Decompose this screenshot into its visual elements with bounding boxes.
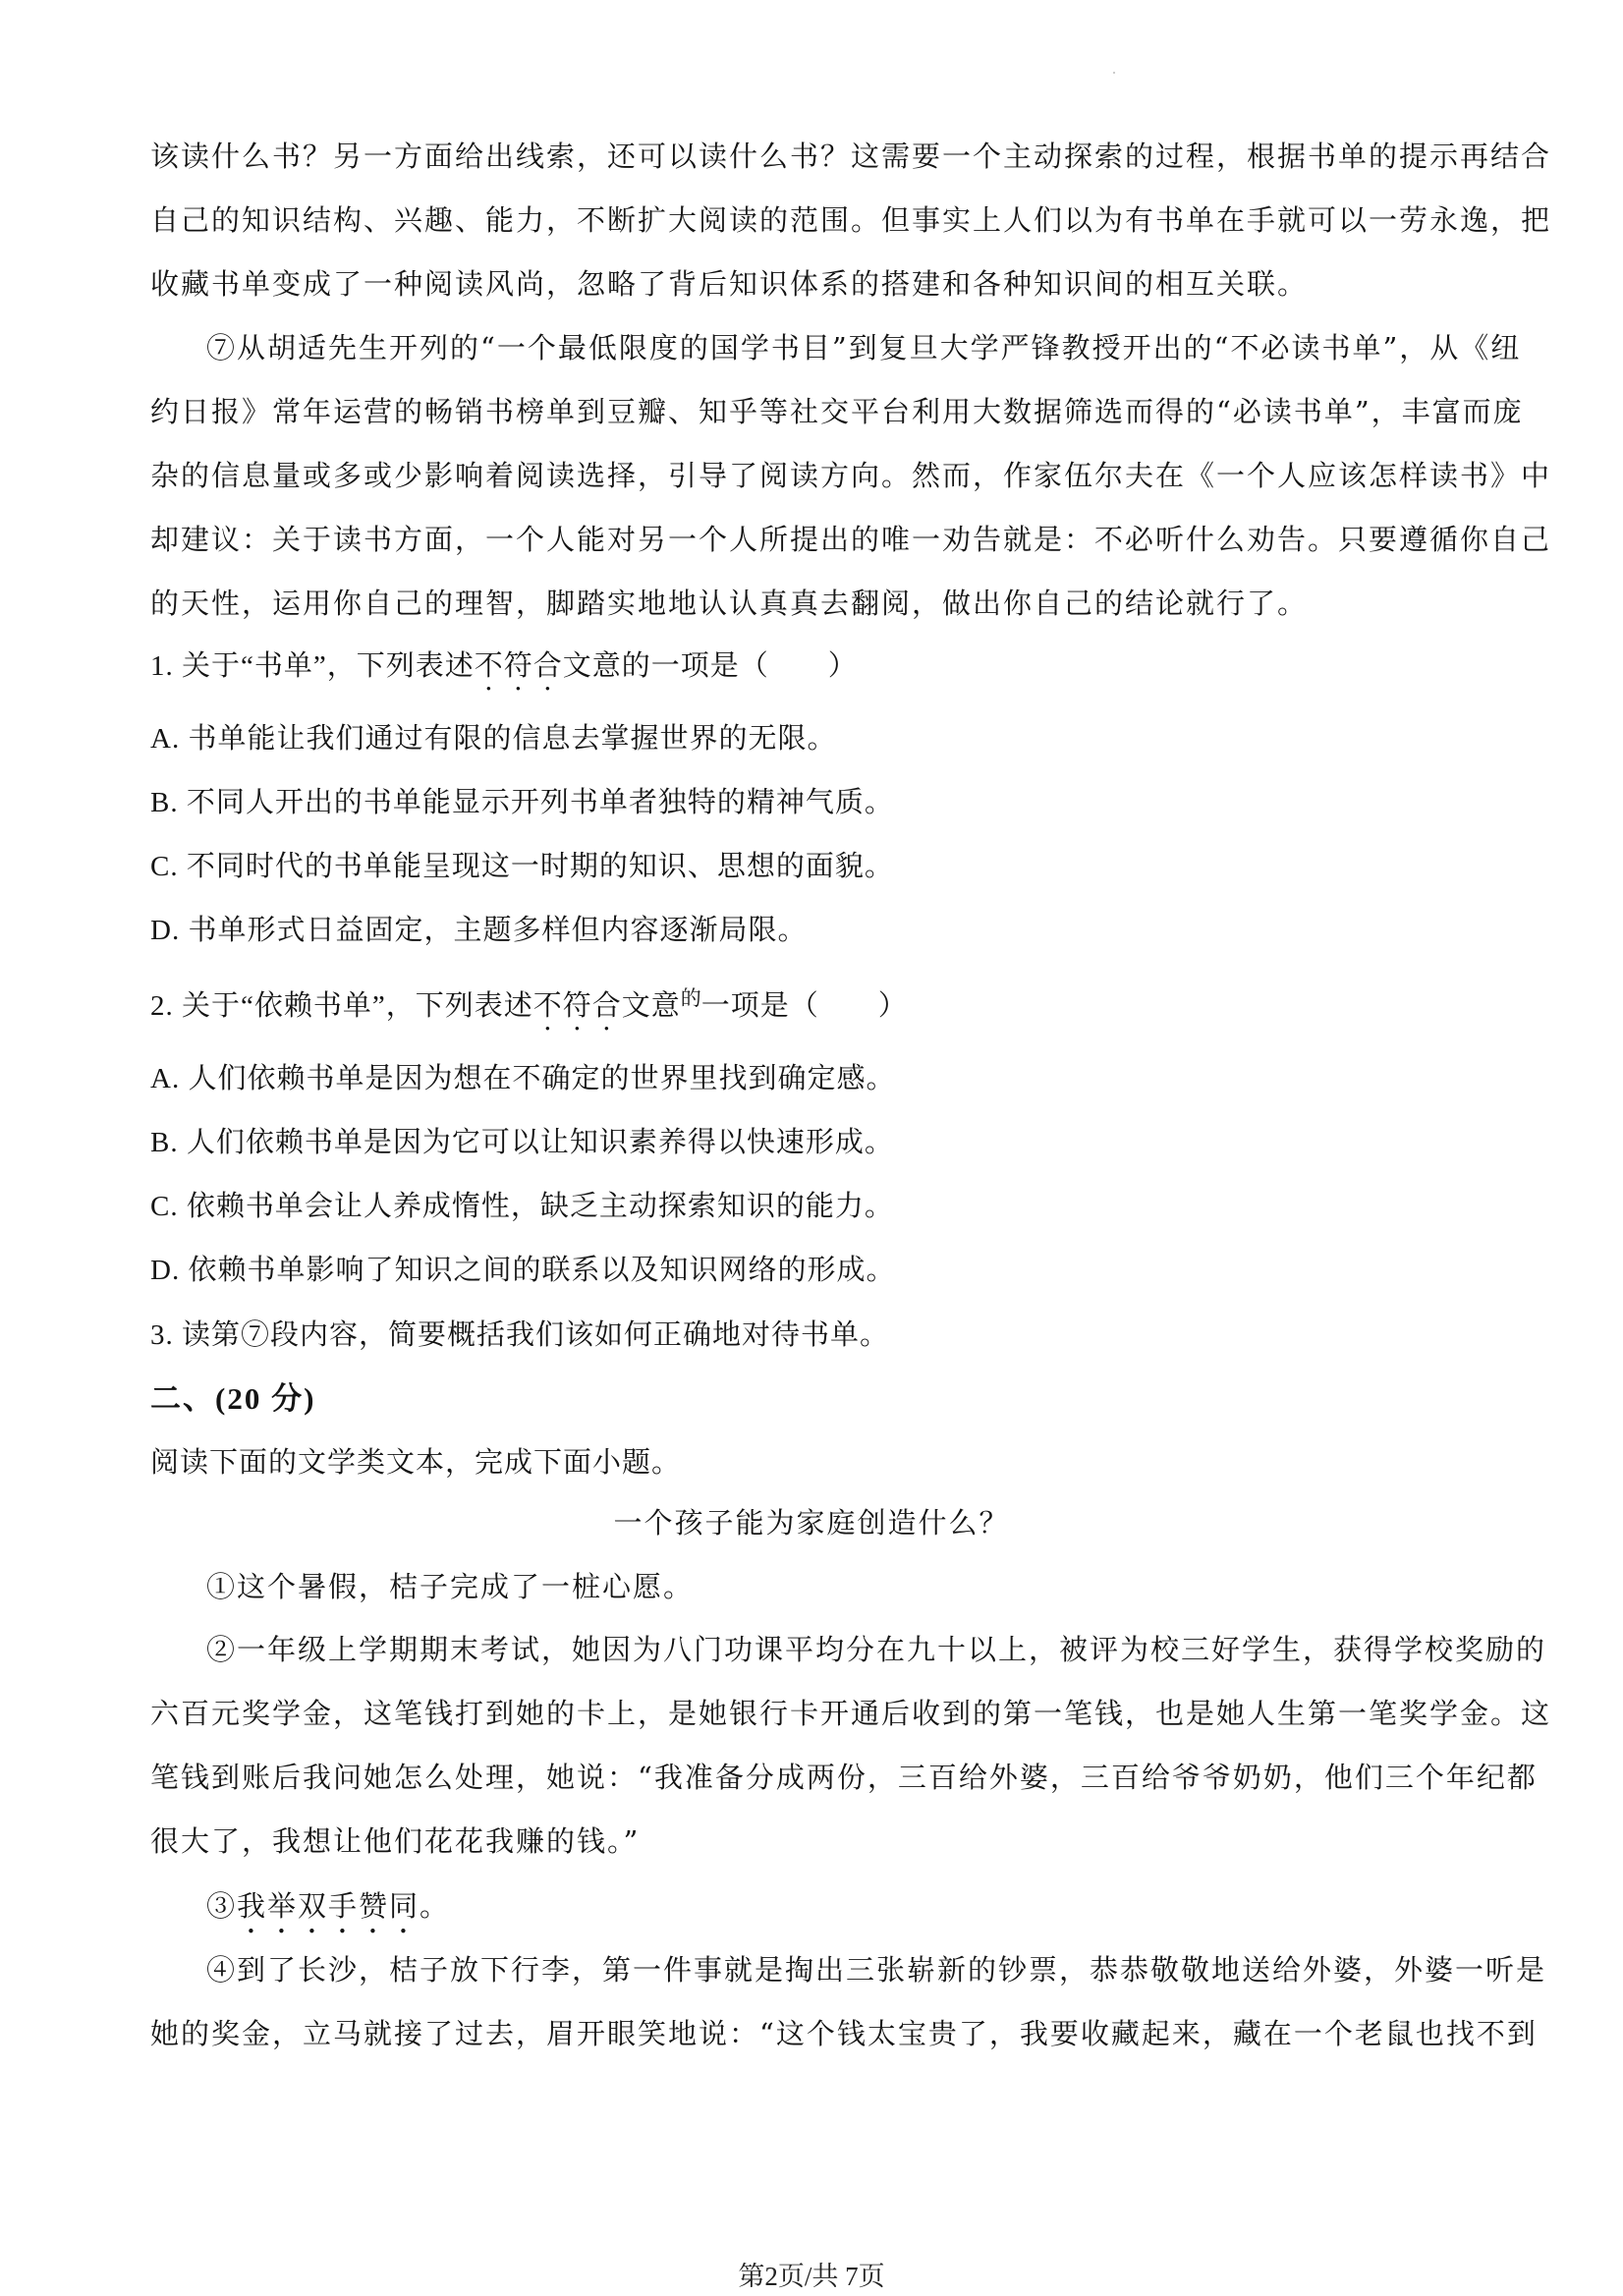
question-1-stem bbox=[150, 646, 1477, 698]
option-d: D. 书单形式日益固定，主题多样但内容逐渐局限。 bbox=[150, 915, 808, 946]
option-b: B. 不同人开出的书单能显示开列书单者独特的精神气质。 bbox=[150, 787, 894, 818]
emphasis-text: 我举双手赞同 bbox=[237, 1889, 420, 1923]
passage-line: 她的奖金，立马就接了过去，眉开眼笑地说：“这个钱太宝贵了，我要收藏起来，藏在一个老鼠也找不到 bbox=[150, 2017, 1538, 2050]
punctuation: 。 bbox=[420, 1889, 451, 1923]
passage-line: 的天性，运用你自己的理智，脚踏实地地认认真真去翻阅，做出你自己的结论就行了。 bbox=[150, 587, 1309, 620]
question-3-stem: 3. 读第⑦段内容，简要概括我们该如何正确地对待书单。 bbox=[150, 1319, 890, 1351]
paragraph-1: ①这个暑假，桔子完成了一桩心愿。 bbox=[206, 1570, 695, 1603]
passage-line: 六百元奖学金，这笔钱打到她的卡上，是她银行卡开通后收到的第一笔钱，也是她人生第一笔奖学金。这 bbox=[150, 1697, 1552, 1730]
option-c: C. 依赖书单会让人养成惰性，缺乏主动探索知识的能力。 bbox=[150, 1191, 894, 1222]
paragraph-2-start: ②一年级上学期期末考试，她因为八门功课平均分在九十以上，被评为校三好学生，获得学校奖励的 bbox=[206, 1633, 1547, 1666]
paragraph-number: ③ bbox=[206, 1889, 238, 1923]
emphasis-text: 不符合 bbox=[474, 650, 563, 682]
question-text: 2. 关于“依赖书单”，下列表述 bbox=[150, 990, 533, 1022]
page-number: 第2页/共 7页 bbox=[738, 2262, 885, 2291]
paragraph-7-start: ⑦从胡适先生开列的“一个最低限度的国学书目”到复旦大学严锋教授开出的“不必读书单”，从《纽 bbox=[206, 331, 1522, 364]
section-instruction: 阅读下面的文学类文本，完成下面小题。 bbox=[150, 1447, 682, 1479]
option-b: B. 人们依赖书单是因为它可以让知识素养得以快速形成。 bbox=[150, 1127, 894, 1158]
paragraph-4-start: ④到了长沙，桔子放下行李，第一件事就是掏出三张崭新的钞票，恭恭敬敬地送给外婆，外婆一听是 bbox=[206, 1953, 1547, 1987]
option-a: A. 人们依赖书单是因为想在不确定的世界里找到确定感。 bbox=[150, 1063, 896, 1094]
question-text: 一项是（ ） bbox=[700, 990, 908, 1022]
passage-line: 杂的信息量或多或少影响着阅读选择，引导了阅读方向。然而，作家伍尔夫在《一个人应该怎样读书》中 bbox=[150, 459, 1552, 492]
option-d: D. 依赖书单影响了知识之间的联系以及知识网络的形成。 bbox=[150, 1255, 896, 1286]
question-text: 文意 bbox=[621, 990, 681, 1022]
emphasis-text: 不符合 bbox=[532, 990, 622, 1022]
scan-dot bbox=[1113, 72, 1115, 74]
question-text: 文意的一项是（ ） bbox=[562, 650, 858, 682]
passage-line: 自己的知识结构、兴趣、能力，不断扩大阅读的范围。但事实上人们以为有书单在手就可以一劳永逸，把 bbox=[150, 203, 1552, 237]
paragraph-3 bbox=[206, 1886, 1477, 1940]
question-2-stem bbox=[150, 986, 1477, 1037]
section-heading: 二、(20 分) bbox=[150, 1381, 316, 1416]
passage-line: 很大了，我想让他们花花我赚的钱。” bbox=[150, 1824, 641, 1858]
passage-line: 笔钱到账后我问她怎么处理，她说：“我准备分成两份，三百给外婆，三百给爷爷奶奶，他们三个年纪都 bbox=[150, 1761, 1538, 1794]
passage-line: 该读什么书？另一方面给出线索，还可以读什么书？这需要一个主动探索的过程，根据书单的提示再结合 bbox=[150, 140, 1552, 173]
option-c: C. 不同时代的书单能呈现这一时期的知识、思想的面貌。 bbox=[150, 851, 894, 882]
option-a: A. 书单能让我们通过有限的信息去掌握世界的无限。 bbox=[150, 723, 837, 755]
passage-line: 却建议：关于读书方面，一个人能对另一个人所提出的唯一劝告就是：不必听什么劝告。只要遵循你自己 bbox=[150, 523, 1552, 556]
question-text: 1. 关于“书单”，下列表述 bbox=[150, 650, 475, 682]
passage-line: 约日报》常年运营的畅销书榜单到豆瓣、知乎等社交平台利用大数据筛选而得的“必读书单”，丰富而庞 bbox=[150, 395, 1524, 428]
superscript-char: 的 bbox=[680, 986, 701, 1010]
passage-line: 收藏书单变成了一种阅读风尚，忽略了背后知识体系的搭建和各种知识间的相互关联。 bbox=[150, 267, 1309, 301]
article-title: 一个孩子能为家庭创造什么？ bbox=[613, 1506, 1010, 1540]
